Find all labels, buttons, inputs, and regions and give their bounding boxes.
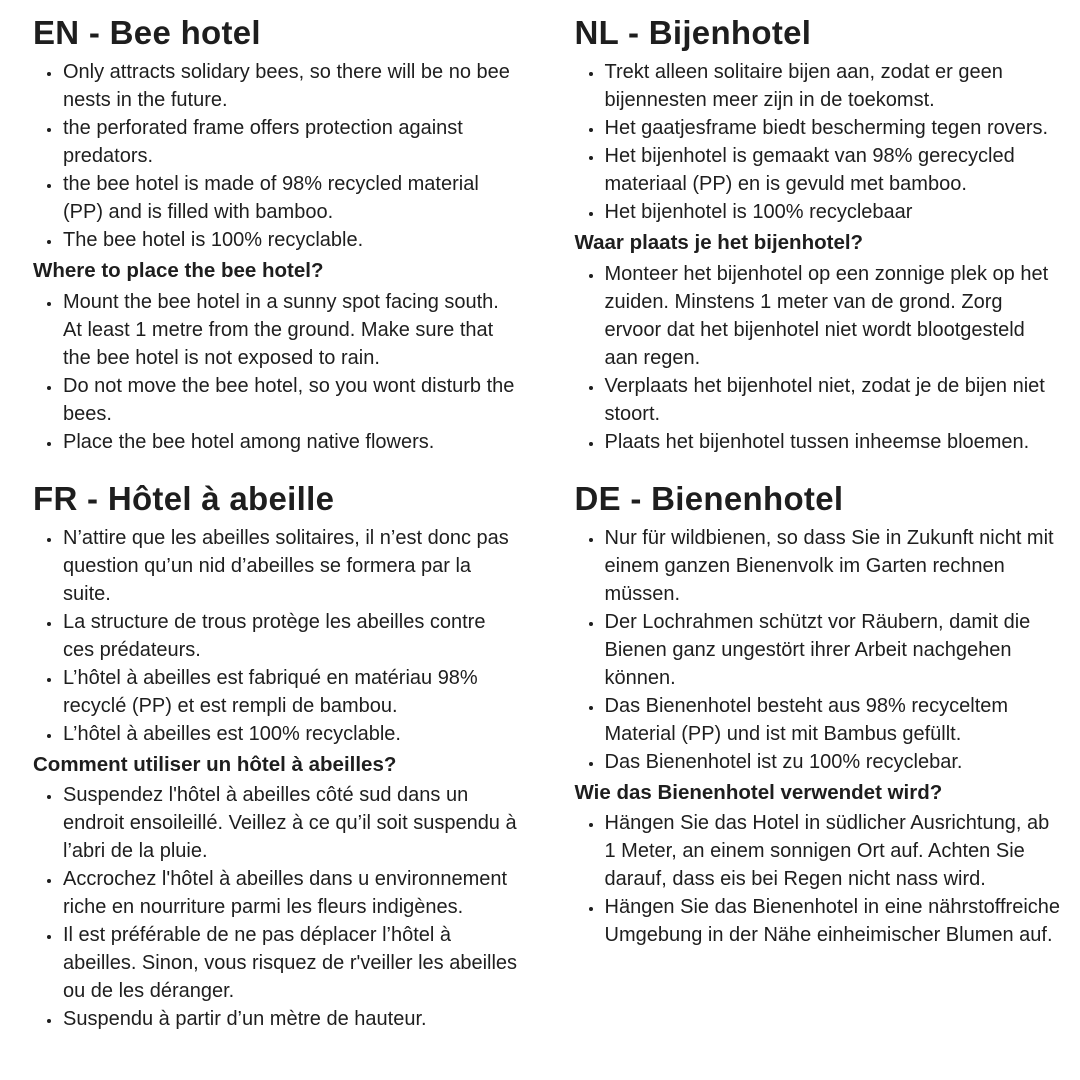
sub-bullet-list-nl <box>575 260 1063 456</box>
bullet-item: • Het gaatjesframe biedt bescherming tegen rovers. <box>604 114 1063 142</box>
bullet-item: • the bee hotel is made of 98% recycled material (PP) and is filled with bamboo. <box>62 170 521 226</box>
bullet-item: • Der Lochrahmen schützt vor Räubern, damit die Bienen ganz ungestört ihrer Arbeit nachgehen können. <box>604 608 1063 692</box>
bullet-item: • Monteer het bijenhotel op een zonnige plek op het zuiden. Minstens 1 meter van de grond. Zorg ervoor dat het bijenhotel niet wordt blootgesteld aan regen. <box>604 260 1063 372</box>
bullet-list-nl <box>575 58 1063 226</box>
bullet-item: • N’attire que les abeilles solitaires, il n’est donc pas question qu’un nid d’abeilles se formera par la suite. <box>62 524 521 608</box>
bullet-item: • Mount the bee hotel in a sunny spot facing south. At least 1 metre from the ground. Make sure that the bee hotel is not exposed to rain. <box>62 288 521 372</box>
subheading-en-placement: Where to place the bee hotel? <box>33 258 324 282</box>
bullet-item: • Do not move the bee hotel, so you wont disturb the bees. <box>62 372 521 428</box>
subheading-fr-usage: Comment utiliser un hôtel à abeilles? <box>33 752 397 776</box>
bullet-item: • Only attracts solidary bees, so there will be no bee nests in the future. <box>62 58 521 114</box>
bullet-item: • The bee hotel is 100% recyclable. <box>62 226 521 254</box>
bullet-item: • Suspendu à partir d’un mètre de hauteur. <box>62 1005 521 1033</box>
bullet-item: • the perforated frame offers protection against predators. <box>62 114 521 170</box>
sub-bullet-list-en <box>33 288 521 456</box>
sub-bullet-list-fr <box>33 781 521 1033</box>
bullet-item: • Verplaats het bijenhotel niet, zodat je de bijen niet stoort. <box>604 372 1063 428</box>
bullet-item: • Il est préférable de ne pas déplacer l’hôtel à abeilles. Sinon, vous risquez de r'veiller les abeilles ou de les déranger. <box>62 921 521 1005</box>
bullet-item: • Place the bee hotel among native flowers. <box>62 428 521 456</box>
subheading-de-usage: Wie das Bienenhotel verwendet wird? <box>574 780 943 804</box>
bullet-item: • Das Bienenhotel ist zu 100% recyclebar. <box>604 748 1063 776</box>
bullet-item: • L’hôtel à abeilles est 100% recyclable. <box>62 720 521 748</box>
section-title-nl: NL - Bijenhotel <box>574 14 812 51</box>
section-de <box>575 480 1063 950</box>
right-column <box>575 14 1063 1080</box>
bullet-item: • Plaats het bijenhotel tussen inheemse bloemen. <box>604 428 1063 456</box>
bullet-item: • Het bijenhotel is 100% recyclebaar <box>604 198 1063 226</box>
section-title-de: DE - Bienenhotel <box>574 479 844 517</box>
bullet-item: • Het bijenhotel is gemaakt van 98% gerecycled materiaal (PP) en is gevuld met bamboo. <box>604 142 1063 198</box>
bullet-item: • Accrochez l'hôtel à abeilles dans u environnement riche en nourriture parmi les fleurs indigènes. <box>62 865 521 921</box>
bullet-item: • L’hôtel à abeilles est fabriqué en matériau 98% recyclé (PP) et est rempli de bambou. <box>62 664 521 720</box>
bullet-list-de <box>575 524 1063 776</box>
bullet-item: • Suspendez l'hôtel à abeilles côté sud dans un endroit ensoileillé. Veillez à ce qu’il soit suspendu à l’abri de la pluie. <box>62 781 521 865</box>
subheading-nl-placement: Waar plaats je het bijenhotel? <box>574 230 864 254</box>
bullet-item: • Nur für wildbienen, so dass Sie in Zukunft nicht mit einem ganzen Bienenvolk im Garten rechnen müssen. <box>604 524 1063 608</box>
bullet-item: • La structure de trous protège les abeilles contre ces prédateurs. <box>62 608 521 664</box>
bullet-list-fr <box>33 524 521 748</box>
bullet-item: • Das Bienenhotel besteht aus 98% recyceltem Material (PP) und ist mit Bambus gefüllt. <box>604 692 1063 748</box>
left-column <box>33 14 521 1080</box>
bullet-list-en <box>33 58 521 254</box>
bullet-item: • Trekt alleen solitaire bijen aan, zodat er geen bijennesten meer zijn in de toekomst. <box>604 58 1063 114</box>
sub-bullet-list-de <box>575 809 1063 949</box>
bullet-item: • Hängen Sie das Hotel in südlicher Ausrichtung, ab 1 Meter, an einem sonnigen Ort auf. Achten Sie darauf, dass eis bei Regen nicht nass wird. <box>604 809 1063 893</box>
bullet-item: • Hängen Sie das Bienenhotel in eine nährstoffreiche Umgebung in der Nähe einheimischer Blumen auf. <box>604 893 1063 949</box>
section-fr <box>33 480 521 1034</box>
section-title-en: EN - Bee hotel <box>33 14 261 51</box>
section-title-fr: FR - Hôtel à abeille <box>33 479 335 517</box>
section-en <box>33 14 521 456</box>
section-nl <box>575 14 1063 456</box>
